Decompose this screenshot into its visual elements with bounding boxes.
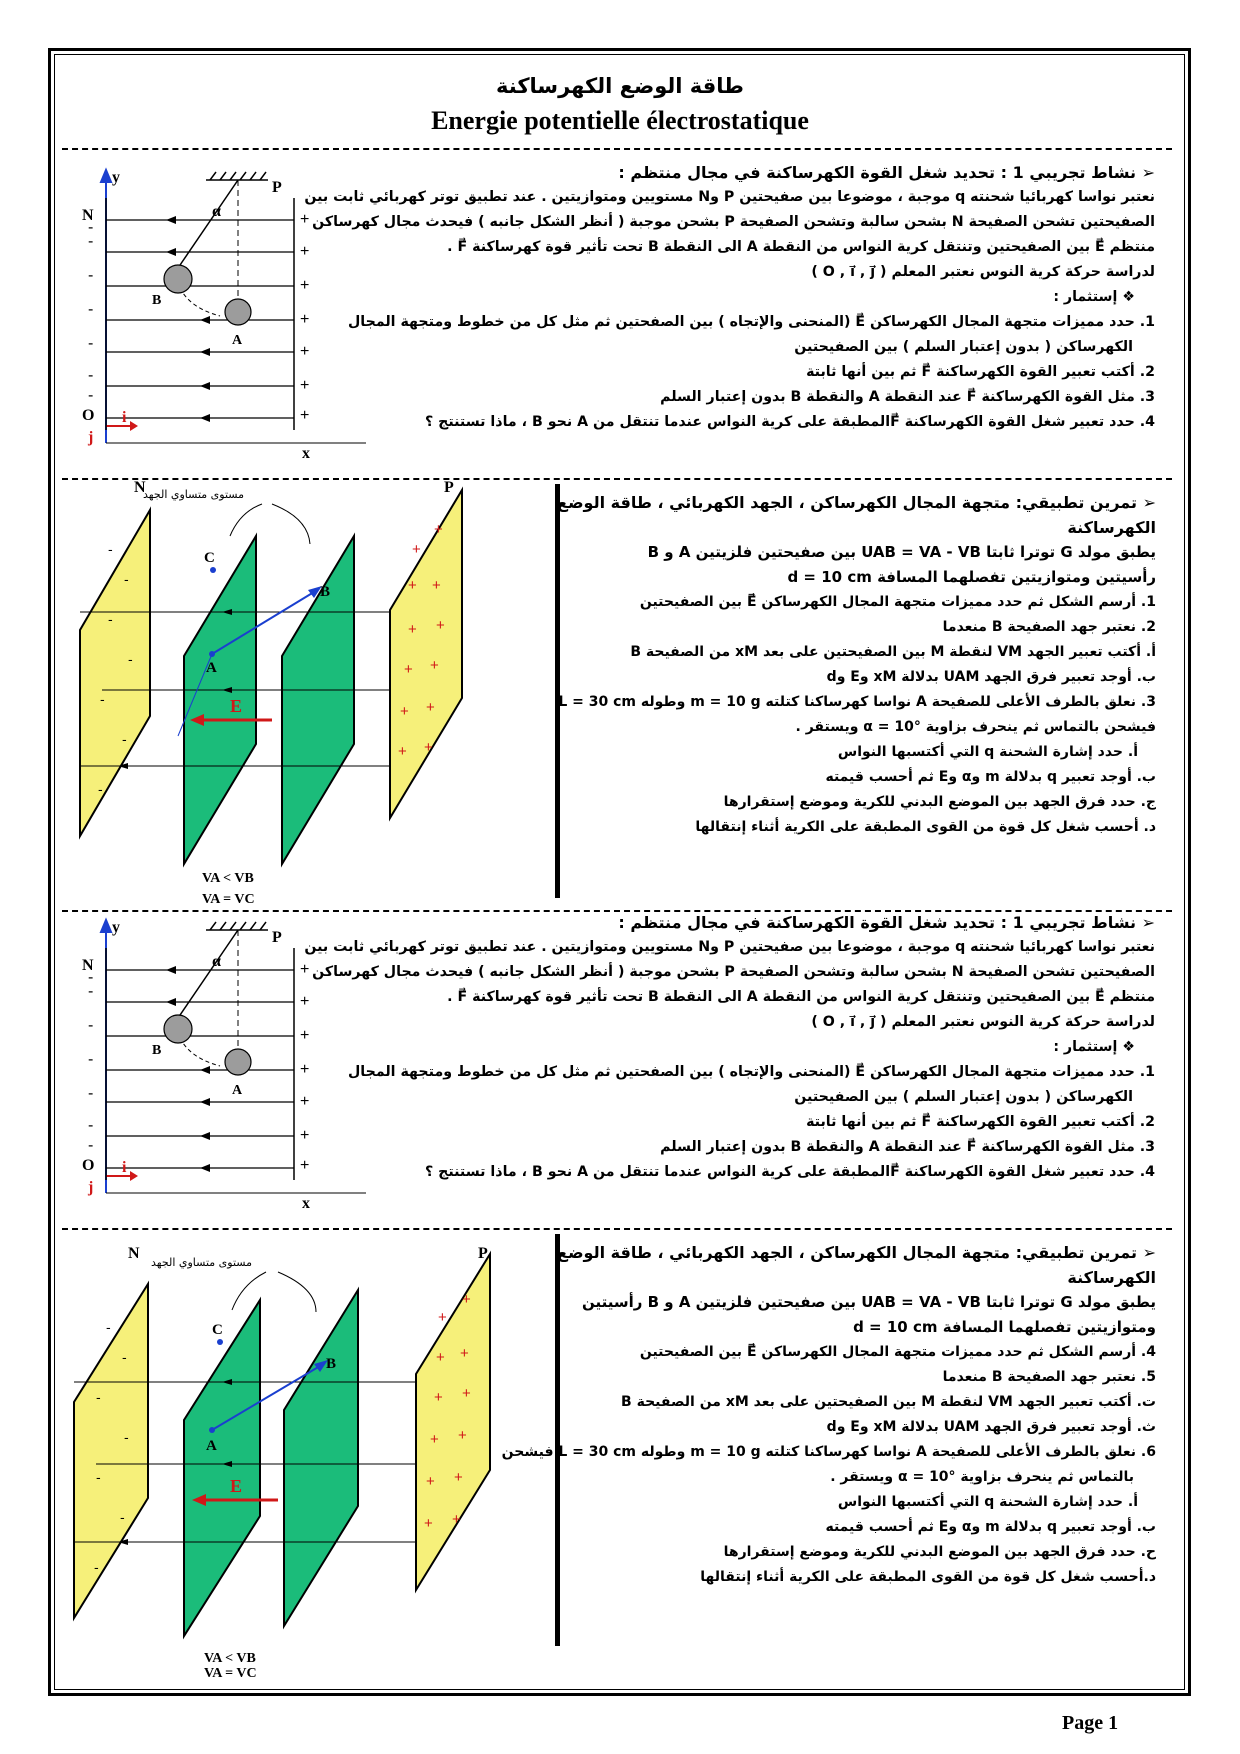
activity-line: ❖ إستثمار :: [1053, 289, 1135, 305]
potential-relation-1: VA < VB: [202, 871, 254, 886]
minus-sign: -: [120, 1511, 125, 1526]
e-vector-label: E: [230, 1476, 243, 1496]
exercise-item: 3. نعلق بالطرف الأعلى للصفيحة A نواسا كهرساكنا كتلته m = 10 g وطوله L = 30 cm: [558, 694, 1156, 710]
plus-sign: +: [426, 699, 435, 716]
minus-sign: -: [88, 1137, 94, 1154]
point-c-dot: [217, 1339, 223, 1345]
activity-question: 2. أكتب تعبير القوة الكهرساكنة F⃗ ثم بين أنها ثابتة: [806, 1114, 1155, 1130]
exercise-statement: يطبق مولد G توترا ثابتا UAB = VA - VB بين صفيحتين فلزيتين A و B رأسيتين: [581, 1293, 1156, 1311]
minus-sign: -: [122, 733, 127, 748]
minus-sign: -: [88, 387, 94, 404]
plane-pointer: [272, 504, 310, 544]
plus-sign: +: [300, 243, 310, 260]
minus-sign: -: [88, 983, 94, 1000]
potential-relation-2: VA = VC: [204, 1666, 257, 1681]
activity-line: لدراسة حركة كرية النوس نعتبر المعلم ( O , i⃗ , j⃗ ): [811, 264, 1155, 280]
activity-line: الصفيحتين تشحن الصفيحة N بشحن سالبة وتشحن الصفيحة P بشحن موجبة ( أنظر الشكل جانبه ) فيحدث مجال كهرساكن: [312, 964, 1155, 980]
exercise-item: ب. أوجد تعبير q بدلالة m وα وE ثم أحسب قيمته: [825, 769, 1156, 785]
minus-sign: -: [88, 233, 94, 250]
activity-line: نعتبر نواسا كهربائيا شحنته q موجبة ، موضوعا بين صفيحتين P وN مستويين ومتوازيتين . عند تطبيق توتر كهربائي ثابت بين: [304, 189, 1155, 205]
plus-sign: +: [430, 657, 439, 674]
equipotential-label: مستوى متساوي الجهد: [143, 488, 244, 501]
plate-p-label: P: [272, 179, 282, 196]
activity-question: 1. حدد مميزات متجهة المجال الكهرساكن E⃗ (المنحنى والإتجاه ) بين الصفحتين ثم مثل كل من خطوط ومتجهة المجال: [347, 314, 1155, 330]
activity-question: 4. حدد تعبير شغل القوة الكهرساكنة F⃗المطبقة على كرية النواس عندما تنتقل من A نحو B ، ماذا تستنتج ؟: [424, 1164, 1155, 1180]
exercise-item: ح. حدد فرق الجهد بين الموضع البدني للكرية وموضع إستقرارها: [723, 1544, 1156, 1560]
plate-n-label: N: [134, 479, 146, 496]
point-b-label: B: [152, 1043, 162, 1058]
minus-sign: -: [108, 543, 113, 558]
activity-question: 1. حدد مميزات متجهة المجال الكهرساكن E⃗ (المنحنى والإتجاه ) بين الصفحتين ثم مثل كل من خطوط ومتجهة المجال: [347, 1064, 1155, 1080]
equipotential-plane: [184, 1300, 260, 1636]
plus-sign: +: [300, 1157, 310, 1174]
activity-text: [304, 160, 1155, 435]
activity-question: 3. مثل القوة الكهرساكنة F⃗ عند النقطة A والنقطة B بدون إعتبار السلم: [660, 389, 1155, 405]
activity-line: منتظم E⃗ بين الصفيحتين وتنتقل كرية النواس من النقطة A الى النقطة B تحت تأثير قوة كهرساكنة F⃗ .: [447, 989, 1155, 1005]
plus-sign: +: [408, 577, 417, 594]
exercise-statement: يطبق مولد G توترا ثابتا UAB = VA - VB بين صفيحتين فلزيتين A و B: [647, 543, 1156, 561]
angle-alpha-label: α: [212, 953, 221, 970]
plus-signs: [300, 961, 309, 1174]
exercise-item: 4. أرسم الشكل ثم حدد مميزات متجهة المجال الكهرساكن E⃗ بين الصفيحتين: [639, 1344, 1156, 1360]
minus-signs: [88, 969, 93, 1154]
minus-sign: -: [88, 1117, 94, 1134]
point-a-label: A: [232, 333, 243, 348]
unit-j-label: j: [88, 429, 94, 446]
minus-sign: -: [96, 1391, 101, 1406]
angle-alpha-label: α: [212, 203, 221, 220]
minus-sign: -: [94, 1561, 99, 1576]
y-axis-label: y: [112, 919, 120, 936]
separator: [62, 1228, 1172, 1230]
activity-heading: ➢ نشاط تجريبي 1 : تحديد شغل القوة الكهرساكنة في مجال منتظم :: [618, 163, 1155, 182]
activity-question: 3. مثل القوة الكهرساكنة F⃗ عند النقطة A والنقطة B بدون إعتبار السلم: [660, 1139, 1155, 1155]
equipotential-plane: [282, 536, 354, 864]
activity-heading: ➢ نشاط تجريبي 1 : تحديد شغل القوة الكهرساكنة في مجال منتظم :: [618, 913, 1155, 932]
ball-b: [164, 1015, 192, 1043]
plane-pointer: [230, 504, 262, 536]
activity-line: الصفيحتين تشحن الصفيحة N بشحن سالبة وتشحن الصفيحة P بشحن موجبة ( أنظر الشكل جانبه ) فيحدث مجال كهرساكن: [312, 214, 1155, 230]
minus-sign: -: [88, 335, 94, 352]
point-a-dot: [209, 1427, 215, 1433]
separator: [62, 148, 1172, 150]
separator: [62, 478, 1172, 480]
pendulum-string: [178, 930, 238, 1018]
exercise-heading-cont: الكهرساكنة: [1067, 518, 1156, 537]
plus-sign: +: [454, 1469, 463, 1486]
exercise-item: أ. حدد إشارة الشحنة q التي أكتسبها النواس: [837, 744, 1138, 760]
exercise-item: ت. أكتب تعبير الجهد VM لنقطة M بين الصفيحتين على بعد xM من الصفيحة B: [621, 1394, 1156, 1410]
activity-line: منتظم E⃗ بين الصفيحتين وتنتقل كرية النواس من النقطة A الى النقطة B تحت تأثير قوة كهرساكنة F⃗ .: [447, 239, 1155, 255]
activity-question: الكهرساكن ( بدون إعتبار السلم ) بين الصفيحتين: [794, 1089, 1133, 1105]
activity-question: 4. حدد تعبير شغل القوة الكهرساكنة F⃗المطبقة على كرية النواس عندما تنتقل من A نحو B ، ماذا تستنتج ؟: [424, 414, 1155, 430]
minus-sign: -: [88, 367, 94, 384]
plus-sign: +: [300, 1127, 310, 1144]
plus-sign: +: [424, 1515, 433, 1532]
exercise-heading: ➢ تمرين تطبيقي: متجهة المجال الكهرساكن ، الجهد الكهربائي ، طاقة الوضع: [557, 493, 1156, 512]
point-a-label: A: [232, 1083, 243, 1098]
plate-n: [80, 510, 150, 836]
minus-sign: -: [88, 219, 94, 236]
exercise-heading: ➢ تمرين تطبيقي: متجهة المجال الكهرساكن ، الجهد الكهربائي ، طاقة الوضع: [557, 1243, 1156, 1262]
field-lines: [106, 220, 294, 418]
plus-sign: +: [462, 1291, 471, 1308]
minus-sign: -: [88, 301, 94, 318]
minus-sign: -: [124, 1431, 129, 1446]
minus-sign: -: [128, 653, 133, 668]
equipotential-label: مستوى متساوي الجهد: [151, 1256, 252, 1269]
exercise-item: أ. أكتب تعبير الجهد VM لنقطة M بين الصفيحتين على بعد xM من الصفيحة B: [630, 644, 1156, 660]
origin-label: O: [82, 1157, 95, 1174]
plates-3d-figure: [72, 479, 542, 894]
minus-sign: -: [96, 1471, 101, 1486]
point-b-label: B: [320, 584, 331, 600]
plus-sign: +: [436, 1349, 445, 1366]
title-arabic: طاقة الوضع الكهرساكنة: [496, 74, 744, 98]
plus-sign: +: [300, 211, 310, 228]
minus-sign: -: [88, 267, 94, 284]
minus-sign: -: [124, 573, 129, 588]
plane-pointer: [278, 1272, 316, 1312]
minus-sign: -: [98, 783, 103, 798]
plus-sign: +: [300, 993, 310, 1010]
plus-sign: +: [462, 1385, 471, 1402]
plus-sign: +: [400, 703, 409, 720]
exercise-item: 1. أرسم الشكل ثم حدد مميزات متجهة المجال الكهرساكن E⃗ بين الصفيحتين: [639, 594, 1156, 610]
plus-sign: +: [300, 277, 310, 294]
minus-sign: -: [100, 693, 105, 708]
plus-sign: +: [430, 1431, 439, 1448]
field-arrows: [166, 216, 210, 422]
plus-sign: +: [432, 577, 441, 594]
plate-p-label: P: [444, 479, 454, 496]
plus-sign: +: [460, 1345, 469, 1362]
y-axis-label: y: [112, 169, 120, 186]
exercise-text: [557, 490, 1156, 840]
activity-question: 2. أكتب تعبير القوة الكهرساكنة F⃗ ثم بين أنها ثابتة: [806, 364, 1155, 380]
plus-sign: +: [438, 1309, 447, 1326]
plate-p-label: P: [272, 929, 282, 946]
plates-3d-figure: [66, 1245, 536, 1666]
exercise-item: ب. أوجد تعبير q بدلالة m وα وE ثم أحسب قيمته: [825, 1519, 1156, 1535]
plate-p: [416, 1254, 490, 1590]
activity-question: الكهرساكن ( بدون إعتبار السلم ) بين الصفيحتين: [794, 339, 1133, 355]
plus-sign: +: [300, 1061, 310, 1078]
minus-sign: -: [106, 1321, 111, 1336]
point-b-label: B: [326, 1356, 337, 1372]
point-c-label: C: [212, 1322, 223, 1338]
plate-n: [74, 1284, 148, 1618]
unit-i-label: i: [122, 1159, 127, 1176]
minus-sign: -: [88, 969, 94, 986]
minus-sign: -: [108, 613, 113, 628]
exercise-item: ث. أوجد تعبير فرق الجهد UAM بدلالة xM وE وd: [826, 1419, 1156, 1435]
exercise-item: ج. حدد فرق الجهد بين الموضع البدني للكرية وموضع إستقرارها: [723, 794, 1156, 810]
plus-sign: +: [434, 521, 443, 538]
plus-sign: +: [424, 739, 433, 756]
point-a-label: A: [206, 1438, 217, 1454]
exercise-heading-cont: الكهرساكنة: [1067, 1268, 1156, 1287]
exercise-item: 6. نعلق بالطرف الأعلى للصفيحة A نواسا كهرساكنا كتلته m = 10 g وطوله L = 30 cm فيشحن: [501, 1444, 1156, 1460]
pendulum-string: [178, 180, 238, 268]
origin-label: O: [82, 407, 95, 424]
unit-j-label: j: [88, 1179, 94, 1196]
activity-text: [304, 910, 1155, 1185]
plus-sign: +: [458, 1427, 467, 1444]
minus-sign: -: [122, 1351, 127, 1366]
exercise-item: بالتماس ثم ينحرف بزاوية α = 10° ويستقر .: [830, 1469, 1134, 1485]
point-b-label: B: [152, 293, 162, 308]
exercise-item: أ. حدد إشارة الشحنة q التي أكتسبها النواس: [837, 1494, 1138, 1510]
exercise-text: [501, 1240, 1156, 1590]
title-french: Energie potentielle électrostatique: [431, 106, 809, 135]
trajectory: [180, 1038, 220, 1066]
ball-b: [164, 265, 192, 293]
plus-sign: +: [300, 343, 310, 360]
exercise-item: 2. نعتبر جهد الصفيحة B منعدما: [942, 619, 1156, 635]
activity-line: ❖ إستثمار :: [1053, 1039, 1135, 1055]
activity-line: لدراسة حركة كرية النوس نعتبر المعلم ( O , i⃗ , j⃗ ): [811, 1014, 1155, 1030]
plus-sign: +: [300, 311, 310, 328]
e-vector-label: E: [230, 696, 243, 716]
plus-signs: [300, 211, 309, 424]
x-axis-label: x: [302, 1195, 310, 1212]
plate-p: [390, 490, 462, 818]
plus-sign: +: [300, 1027, 310, 1044]
potential-relation-2: VA = VC: [202, 892, 255, 907]
x-axis-label: x: [302, 445, 310, 462]
point-a-label: A: [206, 660, 217, 676]
plus-sign: +: [408, 621, 417, 638]
plus-sign: +: [426, 1473, 435, 1490]
plus-sign: +: [452, 1511, 461, 1528]
plus-sign: +: [300, 377, 310, 394]
plus-sign: +: [300, 407, 310, 424]
support-hatch: [206, 922, 268, 930]
exercise-statement: ومتوازيتين تفصلهما المسافة d = 10 cm: [853, 1318, 1156, 1336]
plus-sign: +: [404, 661, 413, 678]
field-lines: [106, 970, 294, 1168]
plate-n-label: N: [82, 207, 94, 224]
point-c-dot: [210, 567, 216, 573]
ball-a: [225, 1049, 251, 1075]
exercise-item: 5. نعتبر جهد الصفيحة B منعدما: [942, 1369, 1156, 1385]
minus-sign: -: [88, 1085, 94, 1102]
minus-sign: -: [88, 1051, 94, 1068]
plus-sign: +: [300, 961, 310, 978]
potential-relation-1: VA < VB: [204, 1651, 256, 1666]
plus-sign: +: [412, 541, 421, 558]
exercise-item: ب. أوجد تعبير فرق الجهد UAM بدلالة xM وE وd: [826, 669, 1156, 685]
plus-sign: +: [300, 1093, 310, 1110]
exercise-item: فيشحن بالتماس ثم ينحرف بزاوية α = 10° ويستقر .: [795, 719, 1156, 735]
equipotential-plane: [284, 1290, 358, 1626]
support-hatch: [206, 172, 268, 180]
field-arrows: [166, 966, 210, 1172]
exercise-statement: رأسيتين ومتوازيتين تفصلهما المسافة d = 10 cm: [787, 568, 1156, 586]
trajectory: [180, 288, 220, 316]
ball-a: [225, 299, 251, 325]
plate-n-label: N: [82, 957, 94, 974]
activity-line: نعتبر نواسا كهربائيا شحنته q موجبة ، موضوعا بين صفيحتين P وN مستويين ومتوازيتين . عند تطبيق توتر كهربائي ثابت بين: [304, 939, 1155, 955]
minus-signs: [88, 219, 93, 404]
plus-sign: +: [434, 1389, 443, 1406]
page-number: Page 1: [1062, 1712, 1119, 1734]
equipotential-plane: [184, 536, 256, 864]
exercise-item: د.أحسب شغل كل قوة من القوى المطبقة على الكرية أثناء إنتقالها: [700, 1569, 1156, 1585]
plus-sign: +: [398, 743, 407, 760]
minus-sign: -: [88, 1017, 94, 1034]
plate-n-label: N: [128, 1245, 140, 1262]
unit-i-label: i: [122, 409, 127, 426]
plate-p-label: P: [478, 1245, 488, 1262]
point-c-label: C: [204, 550, 215, 566]
exercise-item: د. أحسب شغل كل قوة من القوى المطبقة على الكرية أثناء إنتقالها: [695, 819, 1156, 835]
plus-sign: +: [436, 617, 445, 634]
